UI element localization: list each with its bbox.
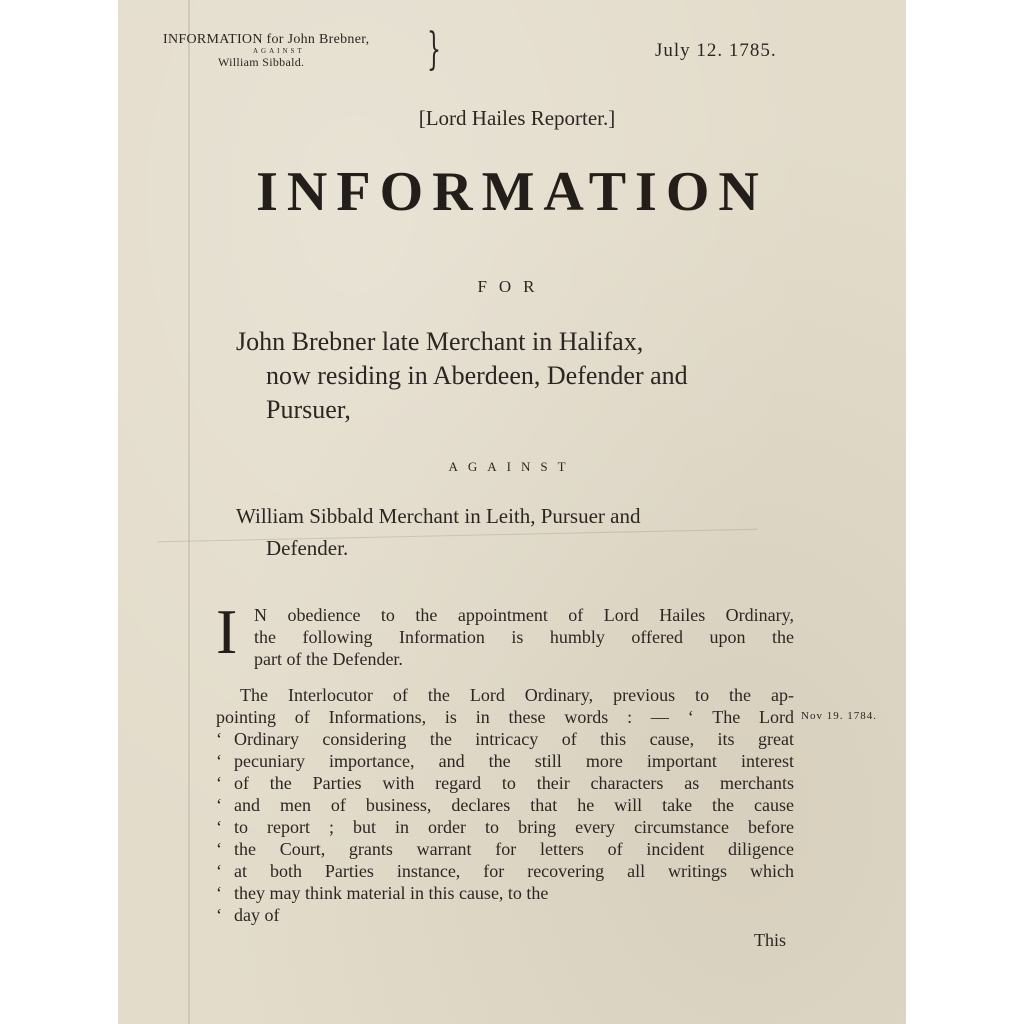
against-label: AGAINST [448, 459, 576, 474]
quoted-line-text: of the Parties with regard to their characters as merchants [234, 773, 794, 793]
quote-mark: ‘ [216, 795, 222, 815]
quoted-line [216, 794, 794, 816]
quoted-line-text: at both Parties instance, for recovering all writings which [234, 861, 794, 881]
quoted-line [216, 904, 794, 926]
quoted-line [216, 816, 794, 838]
quoted-block [216, 728, 794, 926]
docket-line2: William Sibbald. [218, 55, 305, 69]
quote-mark: ‘ [216, 905, 222, 925]
document-page [118, 0, 906, 1024]
party2-line2: Defender. [266, 536, 349, 560]
paragraph1-line2: the following Information is humbly offered upon the [254, 627, 794, 647]
quote-mark: ‘ [216, 883, 222, 903]
quoted-line [216, 838, 794, 860]
paragraph-intro [216, 596, 794, 670]
party-pursuer [236, 500, 796, 564]
docket-against: AGAINST [253, 47, 305, 55]
brace-icon: } [427, 24, 441, 75]
quoted-line [216, 772, 794, 794]
quoted-line [216, 750, 794, 772]
drop-cap: I [216, 596, 238, 667]
paragraph2-line2: pointing of Informations, is in these words : — ‘ The Lord [216, 707, 794, 727]
margin-note: Nov 19. 1784. [801, 710, 877, 722]
quoted-line-text: day of [234, 905, 280, 925]
party1-line3: Pursuer, [266, 395, 351, 424]
quoted-line [216, 728, 794, 750]
quoted-line-text: and men of business, declares that he will take the cause [234, 795, 794, 815]
quote-mark: ‘ [216, 729, 222, 749]
party1-line1: John Brebner late Merchant in Halifax, [236, 327, 644, 356]
paragraph-interlocutor [216, 684, 794, 926]
docket-line1: INFORMATION for John Brebner, [163, 32, 370, 47]
document-date: July 12. 1785. [655, 40, 777, 61]
catchword: This [754, 930, 787, 950]
docket-header [163, 32, 369, 70]
quote-mark: ‘ [216, 861, 222, 881]
for-label: FOR [477, 277, 547, 296]
quoted-line [216, 860, 794, 882]
quoted-line-text: they may think material in this cause, to the [234, 883, 549, 903]
paragraph1-line1: N obedience to the appointment of Lord Hailes Ordinary, [254, 605, 794, 625]
quote-mark: ‘ [216, 817, 222, 837]
quoted-line-text: to report ; but in order to bring every circumstance before [234, 817, 794, 837]
quote-mark: ‘ [216, 751, 222, 771]
party-defender [236, 325, 796, 427]
paragraph2-line1: The Interlocutor of the Lord Ordinary, previous to the ap- [240, 685, 794, 705]
quote-mark: ‘ [216, 773, 222, 793]
page-title: INFORMATION [256, 161, 768, 223]
page-fold [188, 0, 190, 1024]
party1-line2: now residing in Aberdeen, Defender and [266, 361, 688, 390]
quoted-line-text: pecuniary importance, and the still more important interest [234, 751, 794, 771]
party2-line1: William Sibbald Merchant in Leith, Pursuer and [236, 504, 641, 528]
quoted-line-text: the Court, grants warrant for letters of incident diligence [234, 839, 794, 859]
paragraph1-line3: part of the Defender. [254, 649, 403, 669]
quoted-line-text: Ordinary considering the intricacy of this cause, its great [234, 729, 794, 749]
reporter-line: [Lord Hailes Reporter.] [418, 106, 616, 130]
quote-mark: ‘ [216, 839, 222, 859]
quoted-line [216, 882, 794, 904]
